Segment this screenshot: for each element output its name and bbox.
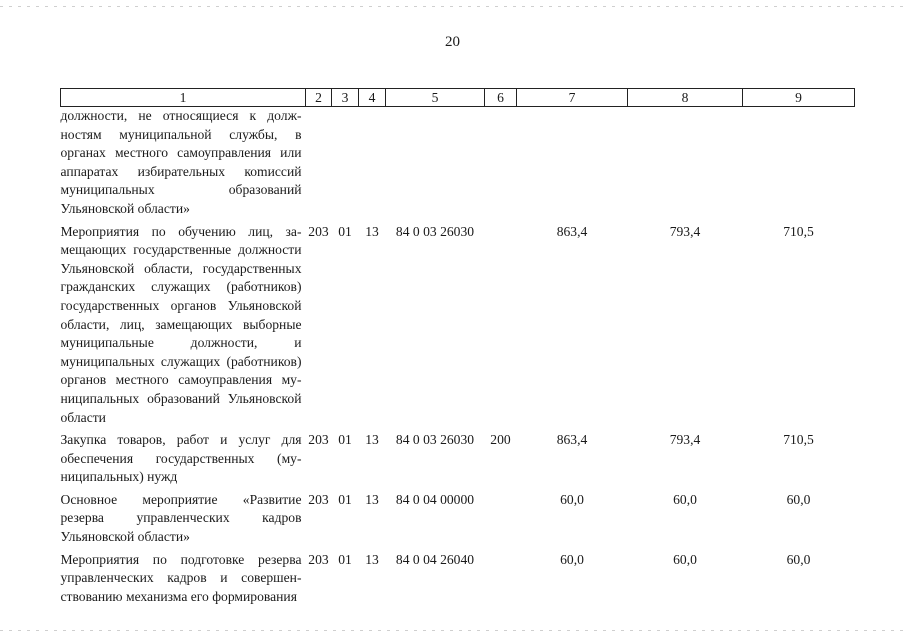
table-header-row <box>61 89 855 107</box>
header-col-7: 7 <box>517 89 628 107</box>
row-name: Основное мероприятие «Развитие резерва управленческих кадров Ульяновской области» <box>60 491 302 545</box>
cell-col-5: 84 0 03 26030 <box>395 432 475 448</box>
cell-col-6 <box>485 223 517 432</box>
cell-col-2: 203 <box>308 551 329 567</box>
cell-col-8: 60,0 <box>673 491 697 507</box>
cell-col-8: 60,0 <box>673 551 697 567</box>
cell-col-8: 793,4 <box>669 432 701 448</box>
cell-col-6 <box>485 551 517 611</box>
header-col-5: 5 <box>386 89 485 107</box>
table-row <box>61 551 855 611</box>
cell-col-4 <box>359 107 386 223</box>
page-number: 20 <box>445 34 460 50</box>
cell-col-2: 203 <box>308 491 329 507</box>
cell-col-7 <box>517 107 628 223</box>
row-name: должности, не относящиеся к должностям муниципальной службы, в органах местного самоуправления или аппаратах избирательных коmиссий муниципальных образований Ульяновской области» <box>60 108 302 216</box>
cell-col-6 <box>485 107 517 223</box>
cell-col-5 <box>386 107 485 223</box>
budget-table <box>60 88 855 610</box>
header-col-9: 9 <box>743 89 855 107</box>
header-col-8: 8 <box>628 89 743 107</box>
cell-col-9: 710,5 <box>783 223 814 239</box>
cell-col-6 <box>485 491 517 551</box>
header-col-6: 6 <box>485 89 517 107</box>
cell-col-5: 84 0 04 26040 <box>395 551 475 567</box>
table-row <box>61 491 855 551</box>
cell-col-8 <box>628 107 743 223</box>
cell-col-4: 13 <box>365 551 379 567</box>
cell-col-2: 203 <box>308 223 329 239</box>
cell-col-8: 793,4 <box>669 223 701 239</box>
row-name: Закупка товаров, работ и услуг для обеспечения государственных (муниципальных) нужд <box>60 432 302 485</box>
cell-col-7: 863,4 <box>556 432 588 448</box>
cell-col-3 <box>332 107 359 223</box>
cell-col-6: 200 <box>490 432 511 448</box>
cell-col-9: 60,0 <box>786 551 811 567</box>
table-row <box>61 107 855 223</box>
header-col-2: 2 <box>306 89 332 107</box>
cell-col-7: 863,4 <box>556 223 588 239</box>
cell-col-3: 01 <box>338 223 352 239</box>
table-row <box>61 431 855 491</box>
cell-col-5: 84 0 03 26030 <box>395 223 475 239</box>
cell-col-3: 01 <box>338 551 352 567</box>
cell-col-4: 13 <box>365 491 379 507</box>
cell-col-4: 13 <box>365 432 379 448</box>
header-col-1: 1 <box>61 89 306 107</box>
header-col-3: 3 <box>332 89 359 107</box>
cell-col-9: 710,5 <box>783 432 814 448</box>
cell-col-3: 01 <box>338 491 352 507</box>
cell-col-2 <box>306 107 332 223</box>
cell-col-9 <box>743 107 855 223</box>
cell-col-9: 60,0 <box>786 491 811 507</box>
header-col-4: 4 <box>359 89 386 107</box>
table-row <box>61 223 855 432</box>
row-name: Мероприятия по подготовке резерва управленческих кадров и совершенствованию механизма его формирования <box>60 551 302 604</box>
row-name: Мероприятия по обучению лиц, замещающих государственные должности Ульяновской области, государственных гражданских служащих (работников) государственных органов Ульяновской области, лиц, замещающих выборные муниципальные должности, и муниципальных служащих (работников) органов местного самоуправления муниципальных образований Ульяновской области <box>60 223 302 425</box>
scan-artifact-bottom <box>0 630 905 631</box>
scan-artifact-top <box>0 6 905 7</box>
cell-col-7: 60,0 <box>560 491 584 507</box>
cell-col-3: 01 <box>338 432 352 448</box>
cell-col-5: 84 0 04 00000 <box>395 491 475 507</box>
cell-col-2: 203 <box>308 432 329 448</box>
cell-col-4: 13 <box>365 223 379 239</box>
cell-col-7: 60,0 <box>560 551 584 567</box>
